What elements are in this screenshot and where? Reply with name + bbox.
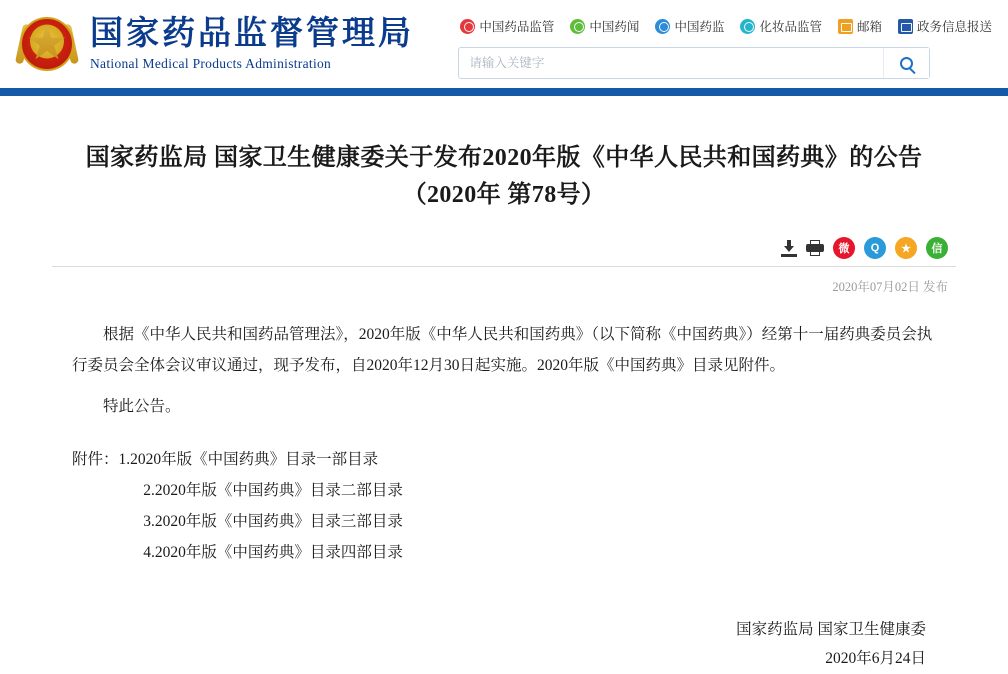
download-button[interactable]: [781, 240, 797, 257]
search-input[interactable]: [459, 48, 883, 78]
brand-title-cn: 国家药品监督管理局: [90, 16, 414, 53]
top-link-mail[interactable]: [838, 17, 882, 35]
top-link-report[interactable]: [898, 17, 992, 35]
weibo-icon: [460, 19, 475, 34]
wechat-share-icon[interactable]: 信: [926, 237, 948, 259]
article-content: [0, 140, 1008, 674]
paragraph: 根据《中华人民共和国药品管理法》，2020年版《中华人民共和国药典》（以下简称《中国药典》）经第十一届药典委员会执行委员会全体会议审议通过，现予发布，自2020年12月30日起实施。2020年版《中国药典》目录见附件。: [72, 326, 933, 375]
brand-title-en: National Medical Products Administration: [90, 55, 332, 71]
search-bar[interactable]: [458, 47, 930, 79]
attachment-list: [52, 444, 956, 568]
top-link-label: 中国药闻: [589, 20, 640, 34]
header-right: [458, 9, 1008, 79]
attachment-label: 附件：: [72, 451, 119, 469]
attachment-first-row: [72, 444, 936, 475]
print-icon: [806, 240, 824, 256]
paragraph: 特此公告。: [103, 398, 181, 416]
favorite-share-icon[interactable]: ★: [895, 237, 917, 259]
print-button[interactable]: [806, 240, 824, 256]
page-title: 国家药监局 国家卫生健康委关于发布2020年版《中华人民共和国药典》的公告（2020年 第78号）: [85, 145, 923, 209]
report-icon: [898, 19, 913, 34]
top-link-news[interactable]: [570, 17, 639, 35]
top-links: [458, 13, 992, 39]
qzone-share-icon[interactable]: Q: [864, 237, 886, 259]
top-link-app[interactable]: [655, 17, 724, 35]
top-link-label: 化妆品监管: [759, 20, 822, 34]
mail-icon: [838, 19, 853, 34]
signature-block: [52, 616, 956, 673]
title-divider: [52, 266, 956, 267]
site-header: [0, 0, 1008, 88]
top-link-label: 中国药品监管: [479, 20, 555, 34]
article-toolbar: [52, 236, 956, 260]
top-link-label: 邮箱: [856, 20, 882, 34]
signature-date: 2020年6月24日: [825, 650, 926, 668]
wechat-icon: [570, 19, 585, 34]
download-icon: [781, 240, 797, 257]
nmpa-emblem-icon: [18, 15, 76, 73]
article-body: [52, 319, 956, 422]
attachment-item[interactable]: 4.2020年版《中国药典》目录四部目录: [143, 544, 403, 562]
publish-date: 2020年07月02日 发布: [832, 280, 948, 295]
search-button[interactable]: [883, 48, 929, 78]
search-icon: [900, 57, 913, 70]
cosmetics-app-icon: [740, 19, 755, 34]
top-link-label: 政务信息报送: [916, 20, 992, 34]
signature-org: 国家药监局 国家卫生健康委: [736, 621, 926, 639]
weibo-share-icon[interactable]: 微: [833, 237, 855, 259]
top-link-cosmetics[interactable]: [740, 17, 822, 35]
attachment-item[interactable]: 2.2020年版《中国药典》目录二部目录: [143, 482, 403, 500]
attachment-item[interactable]: 1.2020年版《中国药典》目录一部目录: [118, 451, 379, 469]
header-divider-bar: [0, 88, 1008, 96]
attachment-item[interactable]: 3.2020年版《中国药典》目录三部目录: [143, 513, 403, 531]
brand-text: [90, 17, 414, 71]
top-link-label: 中国药监: [674, 20, 725, 34]
app-icon: [655, 19, 670, 34]
brand-block[interactable]: [0, 15, 458, 73]
top-link-weibo[interactable]: [460, 17, 554, 35]
